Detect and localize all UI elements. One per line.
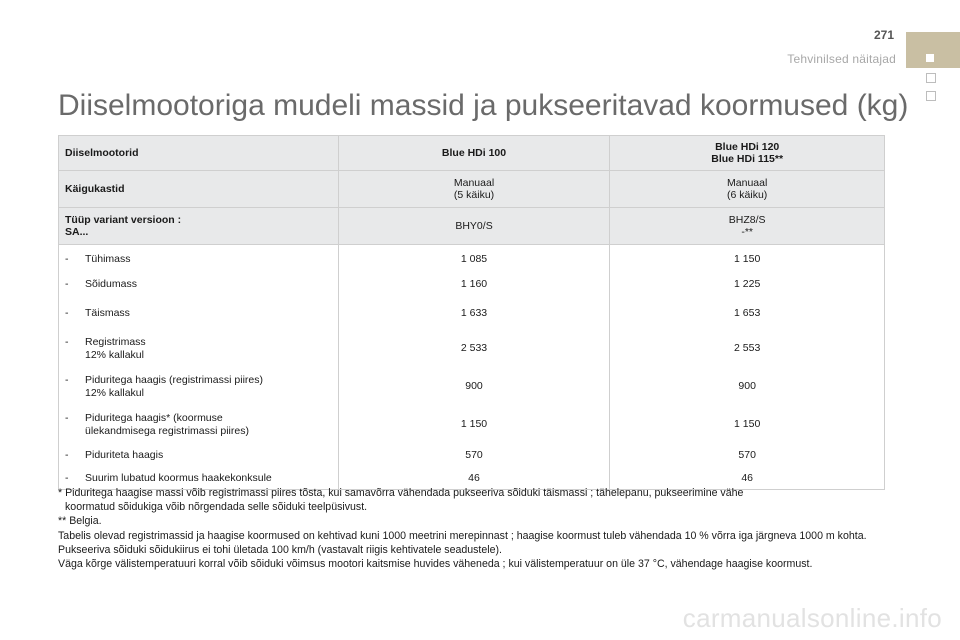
row-dash: - (65, 449, 69, 461)
header-value-line: BHZ8/S (728, 214, 766, 226)
footnote-asterisk: * Piduritega haagise massi võib registrimassi piires tõsta, kui samavõrra vähendada pukseeriva sõiduki täismassi ; tähelepanu, pukseerimine vähe (58, 487, 744, 499)
header-label: Käigukastid (59, 171, 339, 208)
row-label (59, 368, 339, 406)
row-value: 1 150 (610, 406, 885, 444)
row-label-line: 12% kallakul (85, 386, 144, 399)
header-label-line: Tüüp variant versioon : (65, 214, 182, 226)
header-value (610, 171, 885, 208)
row-value: 900 (338, 368, 610, 406)
page-title: Diiselmootoriga mudeli massid ja pukseeritavad koormused (kg) (58, 89, 909, 122)
row-label-line: Sõidumass (85, 277, 137, 290)
footnotes (58, 486, 888, 571)
table-row (59, 368, 885, 406)
row-label (59, 298, 339, 330)
row-value: 570 (610, 444, 885, 468)
row-label-line: Piduriteta haagis (85, 449, 164, 461)
row-label (59, 245, 339, 271)
page-number: 271 (873, 28, 894, 42)
row-dash: - (65, 277, 69, 290)
header-label: Diiselmootorid (59, 136, 339, 171)
row-value: 2 533 (338, 330, 610, 368)
row-label-line: ülekandmisega registrimassi piires) (85, 424, 249, 437)
watermark: carmanualsonline.info (682, 603, 942, 633)
row-value: 2 553 (610, 330, 885, 368)
row-label-line: Registrimass (85, 335, 146, 348)
row-label-line: Suurim lubatud koormus haakekonksule (85, 471, 272, 484)
chapter-tab (906, 32, 960, 68)
mass-table (58, 135, 885, 490)
row-dash: - (65, 307, 69, 319)
row-label (59, 444, 339, 468)
header-value-line: (5 käiku) (453, 189, 495, 201)
table-header-row (59, 171, 885, 208)
row-label-line: 12% kallakul (85, 348, 144, 361)
header-value-line: Blue HDi 120 (715, 141, 780, 153)
row-dash: - (65, 253, 69, 266)
note-altitude: Tabelis olevad registrimassid ja haagise koormused on kehtivad kuni 1000 meetrini merepinnast ; haagise koormust tuleb vähendada 10 % võrra iga järgneva 1000 m kohta. (58, 529, 867, 542)
table-row (59, 271, 885, 298)
chapter-tab-square (926, 91, 936, 101)
row-value: 1 160 (338, 271, 610, 298)
table-header-row (59, 136, 885, 171)
row-value: 1 150 (610, 245, 885, 271)
row-dash: - (65, 471, 69, 484)
row-dash: - (65, 373, 69, 386)
header-label (59, 208, 339, 245)
row-dash: - (65, 411, 69, 424)
header-value: BHY0/S (338, 208, 610, 245)
row-dash: - (65, 335, 69, 348)
header-label-line: SA... (65, 226, 89, 238)
header-value (610, 136, 885, 171)
row-label (59, 330, 339, 368)
row-value: 46 (338, 468, 610, 490)
note-speed-limit: Pukseeriva sõiduki sõidukiirus ei tohi ületada 100 km/h (vastavalt riigis kehtivatele seadustele). (58, 543, 502, 556)
row-value: 900 (610, 368, 885, 406)
header-value-line: (6 käiku) (727, 189, 768, 201)
row-value: 1 225 (610, 271, 885, 298)
table-header-row (59, 208, 885, 245)
table-row (59, 330, 885, 368)
footnote-double-asterisk: ** Belgia. (58, 515, 102, 528)
table-row (59, 298, 885, 330)
row-label-line: Piduritega haagis (registrimassi piires) (85, 373, 263, 386)
header-value-line: -** (741, 226, 753, 238)
row-label-line: Tühimass (85, 253, 131, 266)
header-value-line: Blue HDi 115** (711, 153, 784, 165)
row-label-line: Täismass (85, 307, 130, 319)
row-label (59, 406, 339, 444)
header-value-line: Manuaal (727, 177, 768, 189)
row-value: 1 633 (338, 298, 610, 330)
row-value: 1 150 (338, 406, 610, 444)
header-value-line: Manuaal (453, 177, 495, 189)
row-label-line: Piduritega haagis* (koormuse (85, 411, 223, 424)
row-label (59, 271, 339, 298)
header-value (338, 171, 610, 208)
table-row (59, 444, 885, 468)
section-title: Tehvinilsed näitajad (787, 52, 896, 66)
row-value: 570 (338, 444, 610, 468)
chapter-tab-marker (926, 54, 934, 62)
row-value: 46 (610, 468, 885, 490)
note-temperature: Väga kõrge välistemperatuuri korral võib sõiduki võimsus mootori kaitsmise huvides väheneda ; kui välistemperatuur on üle 37 °C, vähendage haagise koormust. (58, 558, 813, 571)
chapter-tab-square (926, 73, 936, 83)
row-value: 1 653 (610, 298, 885, 330)
footnote-asterisk-continued: koormatud sõidukiga võib nõrgendada selle sõiduki teelpüsivust. (65, 501, 368, 514)
table-row (59, 406, 885, 444)
row-value: 1 085 (338, 245, 610, 271)
header-value: Blue HDi 100 (338, 136, 610, 171)
header-value (610, 208, 885, 245)
table-row (59, 245, 885, 271)
